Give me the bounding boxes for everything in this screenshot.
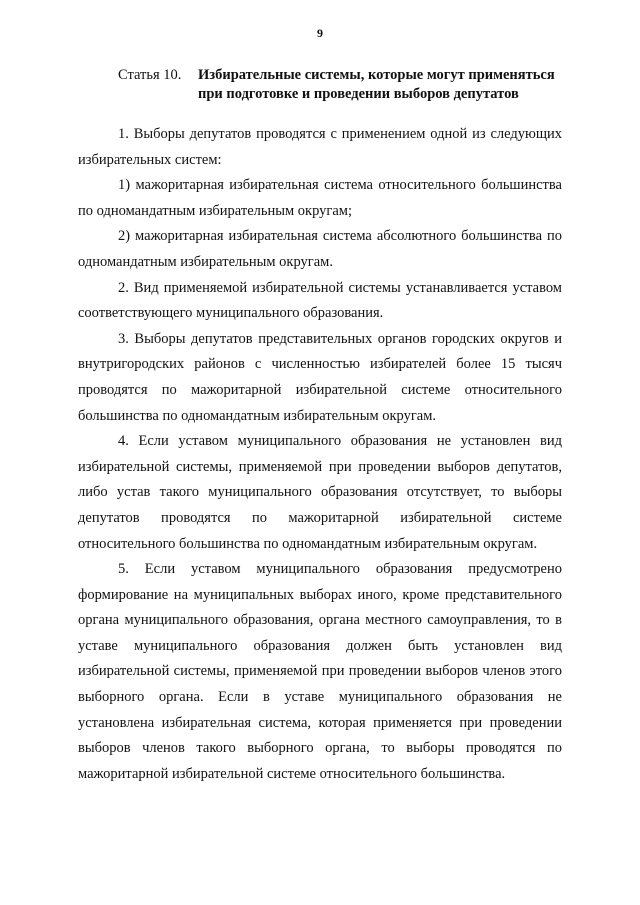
article-label: Статья 10. bbox=[118, 67, 182, 83]
article-body bbox=[78, 122, 562, 787]
paragraph-1: 1. Выборы депутатов проводятся с применением одной из следующих избирательных систем: bbox=[78, 126, 562, 168]
paragraph-4: 4. Если уставом муниципального образования не установлен вид избирательной системы, применяемой при проведении выборов депутатов, либо устав такого муниципального образования отсутствует, то выборы депутатов проводятся по мажоритарной избирательной системе относительного большинства по одномандатным избирательным округам. bbox=[78, 433, 562, 552]
paragraph-3: 3. Выборы депутатов представительных органов городских округов и внутригородских районов с численностью избирателей более 15 тысяч проводятся по мажоритарной избирательной системе относительного большинства по одномандатным избирательным округам. bbox=[78, 330, 562, 424]
article-title: Избирательные системы, которые могут применяться при подготовке и проведении выборов депутатов bbox=[198, 67, 555, 102]
article-heading bbox=[118, 66, 568, 104]
paragraph-2: 2. Вид применяемой избирательной системы устанавливается уставом соответствующего муниципального образования. bbox=[78, 279, 562, 322]
page-number: 9 bbox=[317, 26, 323, 40]
paragraph-1-item-2: 2) мажоритарная избирательная система абсолютного большинства по одномандатным избирательным округам. bbox=[78, 228, 562, 270]
paragraph-1-item-1: 1) мажоритарная избирательная система относительного большинства по одномандатным избирательным округам; bbox=[78, 177, 562, 219]
paragraph-5: 5. Если уставом муниципального образования предусмотрено формирование на муниципальных выборах иного, кроме представительного органа муниципального образования, органа местного самоуправления, то в уставе муниципального образования должен быть установлен вид избирательной системы, применяемой при проведении выборов членов этого выборного органа. Если в уставе муниципального образования не установлена избирательная система, которая применяется при проведении выборов членов такого выборного органа, то выборы проводятся по мажоритарной избирательной системе относительного большинства. bbox=[78, 561, 562, 782]
